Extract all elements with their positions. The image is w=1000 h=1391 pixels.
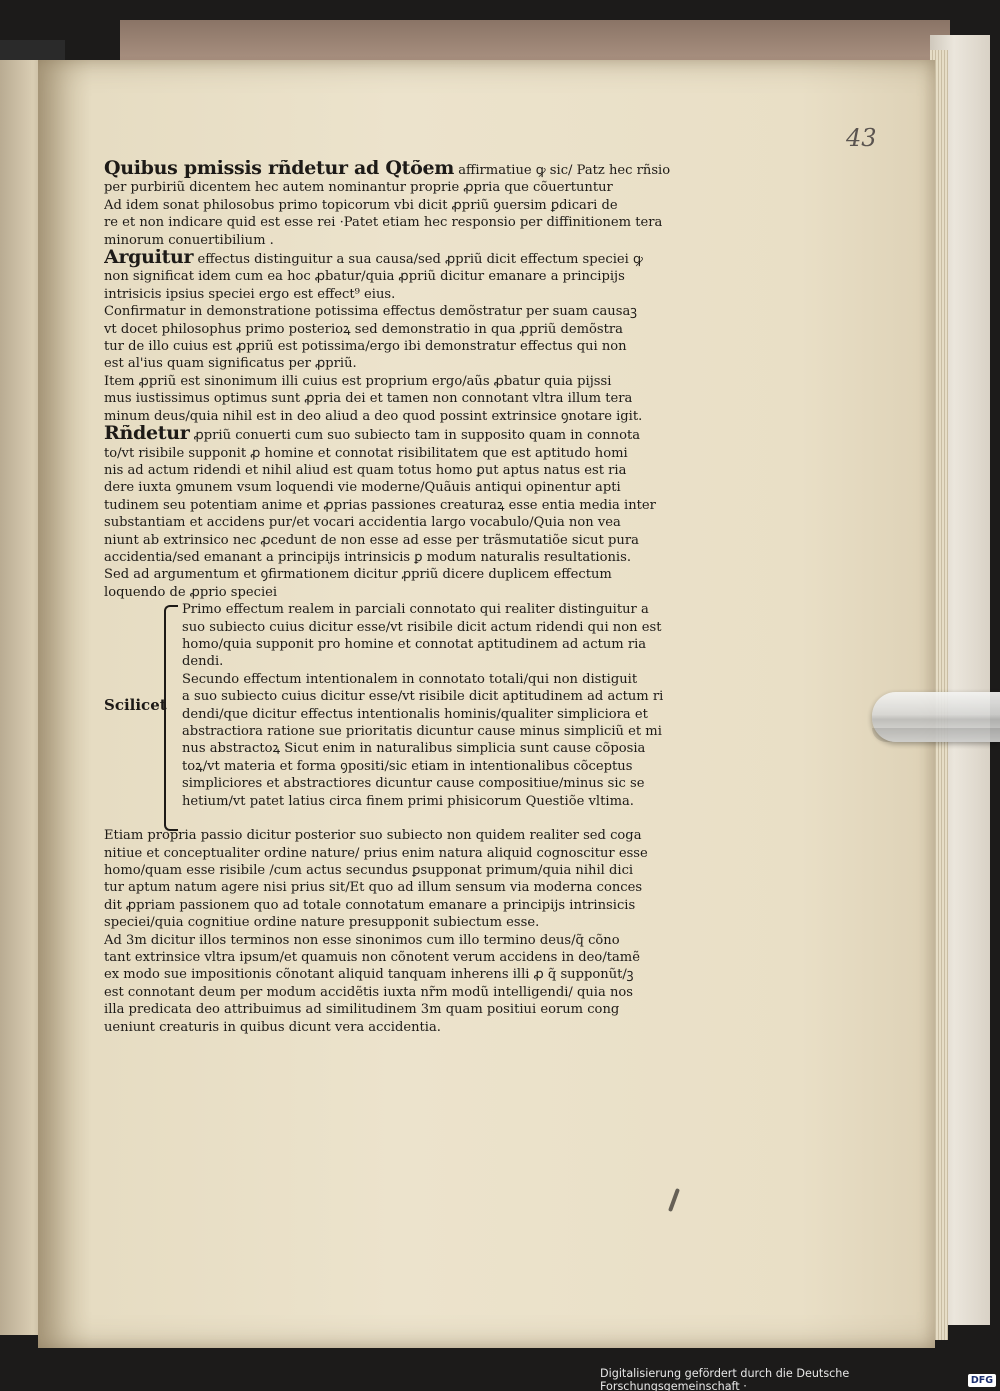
bracket-line: toꝝ/vt materia et forma ꝯpositi/sic etiam in intentionalibus cõceptus [182, 758, 633, 774]
dfg-logo: DFG [968, 1374, 996, 1387]
text-line: Etiam propria passio dicitur posterior suo subiecto non quidem realiter sed coga [104, 828, 642, 844]
text-line: homo/quam esse risibile /cum actus secundus ꝑsupponat primum/quia nihil dici [104, 862, 634, 878]
paragraph [104, 249, 764, 303]
text-line [104, 549, 764, 566]
line-text: mus iustissimus optimus sunt ꝓpria dei et tamen non connotant vltra illum tera [104, 391, 633, 407]
text-line [104, 566, 764, 583]
text-line [104, 479, 764, 496]
line-text: minorum conuertibilium . [104, 232, 274, 248]
text-line [104, 303, 764, 320]
bracket-line: a suo subiecto cuius dicitur esse/vt risibile dicit aptitudinem ad actum ri [182, 689, 664, 705]
paragraph [104, 373, 764, 425]
line-text: per purbiriũ dicentem hec autem nominantur proprie ꝓpria que cõuertuntur [104, 180, 613, 196]
text-line: nitiue et conceptualiter ordine nature/ prius enim natura aliquid cognoscitur esse [104, 845, 648, 861]
bracket-line: simpliciores et abstractiores dicuntur cause compositiue/minus sic se [182, 776, 645, 792]
bracket-line: hetium/vt patet latius circa finem primi phisicorum Questiõe vltima. [182, 793, 634, 809]
curly-bracket [164, 605, 178, 831]
line-text: minum deus/quia nihil est in deo aliud a deo quod possint extrinsice ꝯnotare igit. [104, 408, 643, 424]
text-line [104, 425, 764, 444]
bracket-label: Scilicet [104, 696, 167, 715]
paragraph [104, 160, 764, 249]
line-text: non significat idem cum ea hoc ꝓbatur/quia ꝓpriũ dicitur emanare a principijs [104, 269, 625, 285]
text-line [104, 268, 764, 285]
bracket-line: Primo effectum realem in parciali connotato qui realiter distinguitur a [182, 602, 649, 618]
line-text: tudinem seu potentiam anime et ꝓprias passiones creaturaꝝ esse entia media inter [104, 497, 656, 513]
bracket-line: nus abstractoꝝ Sicut enim in naturalibus simplicia sunt cause cõposia [182, 741, 646, 757]
text-line [104, 408, 764, 425]
paragraph [104, 303, 764, 373]
line-text: effectus distinguitur a sua causa/sed ꝓpriũ dicit effectum speciei ꝙ [197, 252, 643, 268]
text-line [104, 197, 764, 214]
line-text: est al'ius quam significatus per ꝓpriũ. [104, 356, 357, 372]
text-line: tant extrinsice vltra ipsum/et quamuis non cõnotent verum accidens in deo/tamẽ [104, 950, 640, 965]
paragraph-initial: Rñdetur [104, 425, 190, 445]
line-text: ꝓpriũ conuerti cum suo subiecto tam in supposito quam in connota [193, 428, 641, 444]
text-line: ex modo sue impositionis cõnotant aliquid tanquam inherens illi ꝓ q̃ supponũt/ꝫ [104, 967, 634, 983]
text-line: dit ꝓpriam passionem quo ad totale connotatum emanare a principijs intrinsicis [104, 897, 636, 913]
line-text: to/vt risibile supponit ꝓ homine et connotat risibilitatem que est aptitudo homi [104, 445, 628, 461]
line-text: tur de illo cuius est ꝓpriũ est potissima/ergo ibi demonstratur effectus qui non [104, 339, 627, 355]
line-text: substantiam et accidens pur/et vocari accidentia largo vocabulo/Quia non vea [104, 515, 621, 531]
folio-number: 43 [846, 124, 877, 152]
line-text: Ad idem sonat philosobus primo topicorum vbi dicit ꝓpriũ ꝯuersim ꝑdicari de [104, 197, 618, 213]
text-block [104, 160, 764, 1036]
line-text: niunt ab extrinsico nec ꝓcedunt de non esse ad esse per trãsmutatiõe sicut pura [104, 532, 639, 548]
line-text: Confirmatur in demonstratione potissima effectus demõstratur per suam causaꝫ [104, 304, 637, 320]
text-line [104, 232, 764, 249]
text-line [104, 462, 764, 479]
line-text: Item ꝓpriũ est sinonimum illi cuius est proprium ergo/aũs ꝓbatur quia pijssi [104, 373, 612, 389]
text-line: speciei/quia cognitiue ordine nature presupponit subiectum esse. [104, 915, 540, 931]
text-line [104, 321, 764, 338]
paragraph [104, 932, 764, 1036]
text-line: tur aptum natum agere nisi prius sit/Et quo ad illum sensum via moderna conces [104, 880, 643, 896]
text-line [104, 214, 764, 231]
line-text: nis ad actum ridendi et nihil aliud est quam totus homo ꝑut aptus natus est ria [104, 462, 627, 478]
credit-text: Digitalisierung gefördert durch die Deutsche Forschungsgemeinschaft · [600, 1367, 850, 1391]
bracket-section [104, 601, 764, 827]
text-line [104, 373, 764, 390]
line-text: accidentia/sed emanant a principijs intrinsicis ꝑ modum naturalis resultationis. [104, 549, 631, 565]
line-text: loquendo de ꝓprio speciei [104, 584, 278, 600]
line-text: intrisicis ipsius speciei ergo est effect⁹ eius. [104, 286, 396, 302]
tail-paragraphs [104, 827, 764, 1036]
bracket-line: Secundo effectum intentionalem in connotato totali/qui non distiguit [182, 671, 638, 687]
text-line [104, 355, 764, 372]
text-line [104, 514, 764, 531]
text-line [104, 249, 764, 268]
text-line: ueniunt creaturis in quibus dicunt vera accidentia. [104, 1019, 441, 1035]
bracket-line: abstractiora ratione sue prioritatis dicuntur cause minus simpliciũ et mi [182, 724, 662, 739]
bracket-line: dendi. [182, 654, 224, 670]
bracket-line: dendi/que dicitur effectus intentionalis hominis/qualiter simpliciora et [182, 706, 648, 722]
text-line [104, 497, 764, 514]
line-text: Sed ad argumentum et ꝯfirmationem dicitur ꝓpriũ dicere duplicem effectum [104, 567, 612, 583]
text-line: est connotant deum per modum accidẽtis iuxta nr̃m modũ intelligendi/ quia nos [104, 984, 633, 1000]
bracket-lines [182, 601, 766, 810]
paragraph-initial: Quibus pmissis rñdetur ad Qtõem [104, 160, 455, 179]
bracket-line: homo/quia supponit pro homine et connotat aptitudinem ad actum ria [182, 636, 647, 652]
text-line [104, 584, 764, 601]
line-text: affirmatiue ꝙ sic/ Patz hec rñsio [458, 163, 671, 178]
text-line [104, 160, 764, 179]
text-line [104, 338, 764, 355]
line-text: vt docet philosophus primo posterioꝝ sed demonstratio in qua ꝓpriũ demõstra [104, 321, 623, 337]
paragraph [104, 566, 764, 601]
text-line: illa predicata deo attribuimus ad similitudinem 3m quam positiui eorum cong [104, 1002, 620, 1018]
text-line [104, 286, 764, 303]
paragraphs [104, 160, 764, 601]
text-line [104, 179, 764, 196]
digitization-credit [600, 1369, 1000, 1391]
bracket-line: suo subiecto cuius dicitur esse/vt risibile dicit actum ridendi qui non est [182, 619, 662, 635]
paragraph-initial: Arguitur [104, 249, 194, 269]
paragraph [104, 425, 764, 566]
line-text: dere iuxta ꝯmunem vsum loquendi vie moderne/Quãuis antiqui opinentur apti [104, 480, 621, 496]
text-line: Ad 3m dicitur illos terminos non esse sinonimos cum illo termino deus/q̃ cõno [104, 932, 620, 948]
line-text: re et non indicare quid est esse rei ·Patet etiam hec responsio per diffinitionem tera [104, 215, 663, 231]
text-line [104, 445, 764, 462]
paragraph [104, 827, 764, 931]
text-line [104, 390, 764, 407]
glass-weight-clip [872, 692, 1000, 742]
text-line [104, 532, 764, 549]
